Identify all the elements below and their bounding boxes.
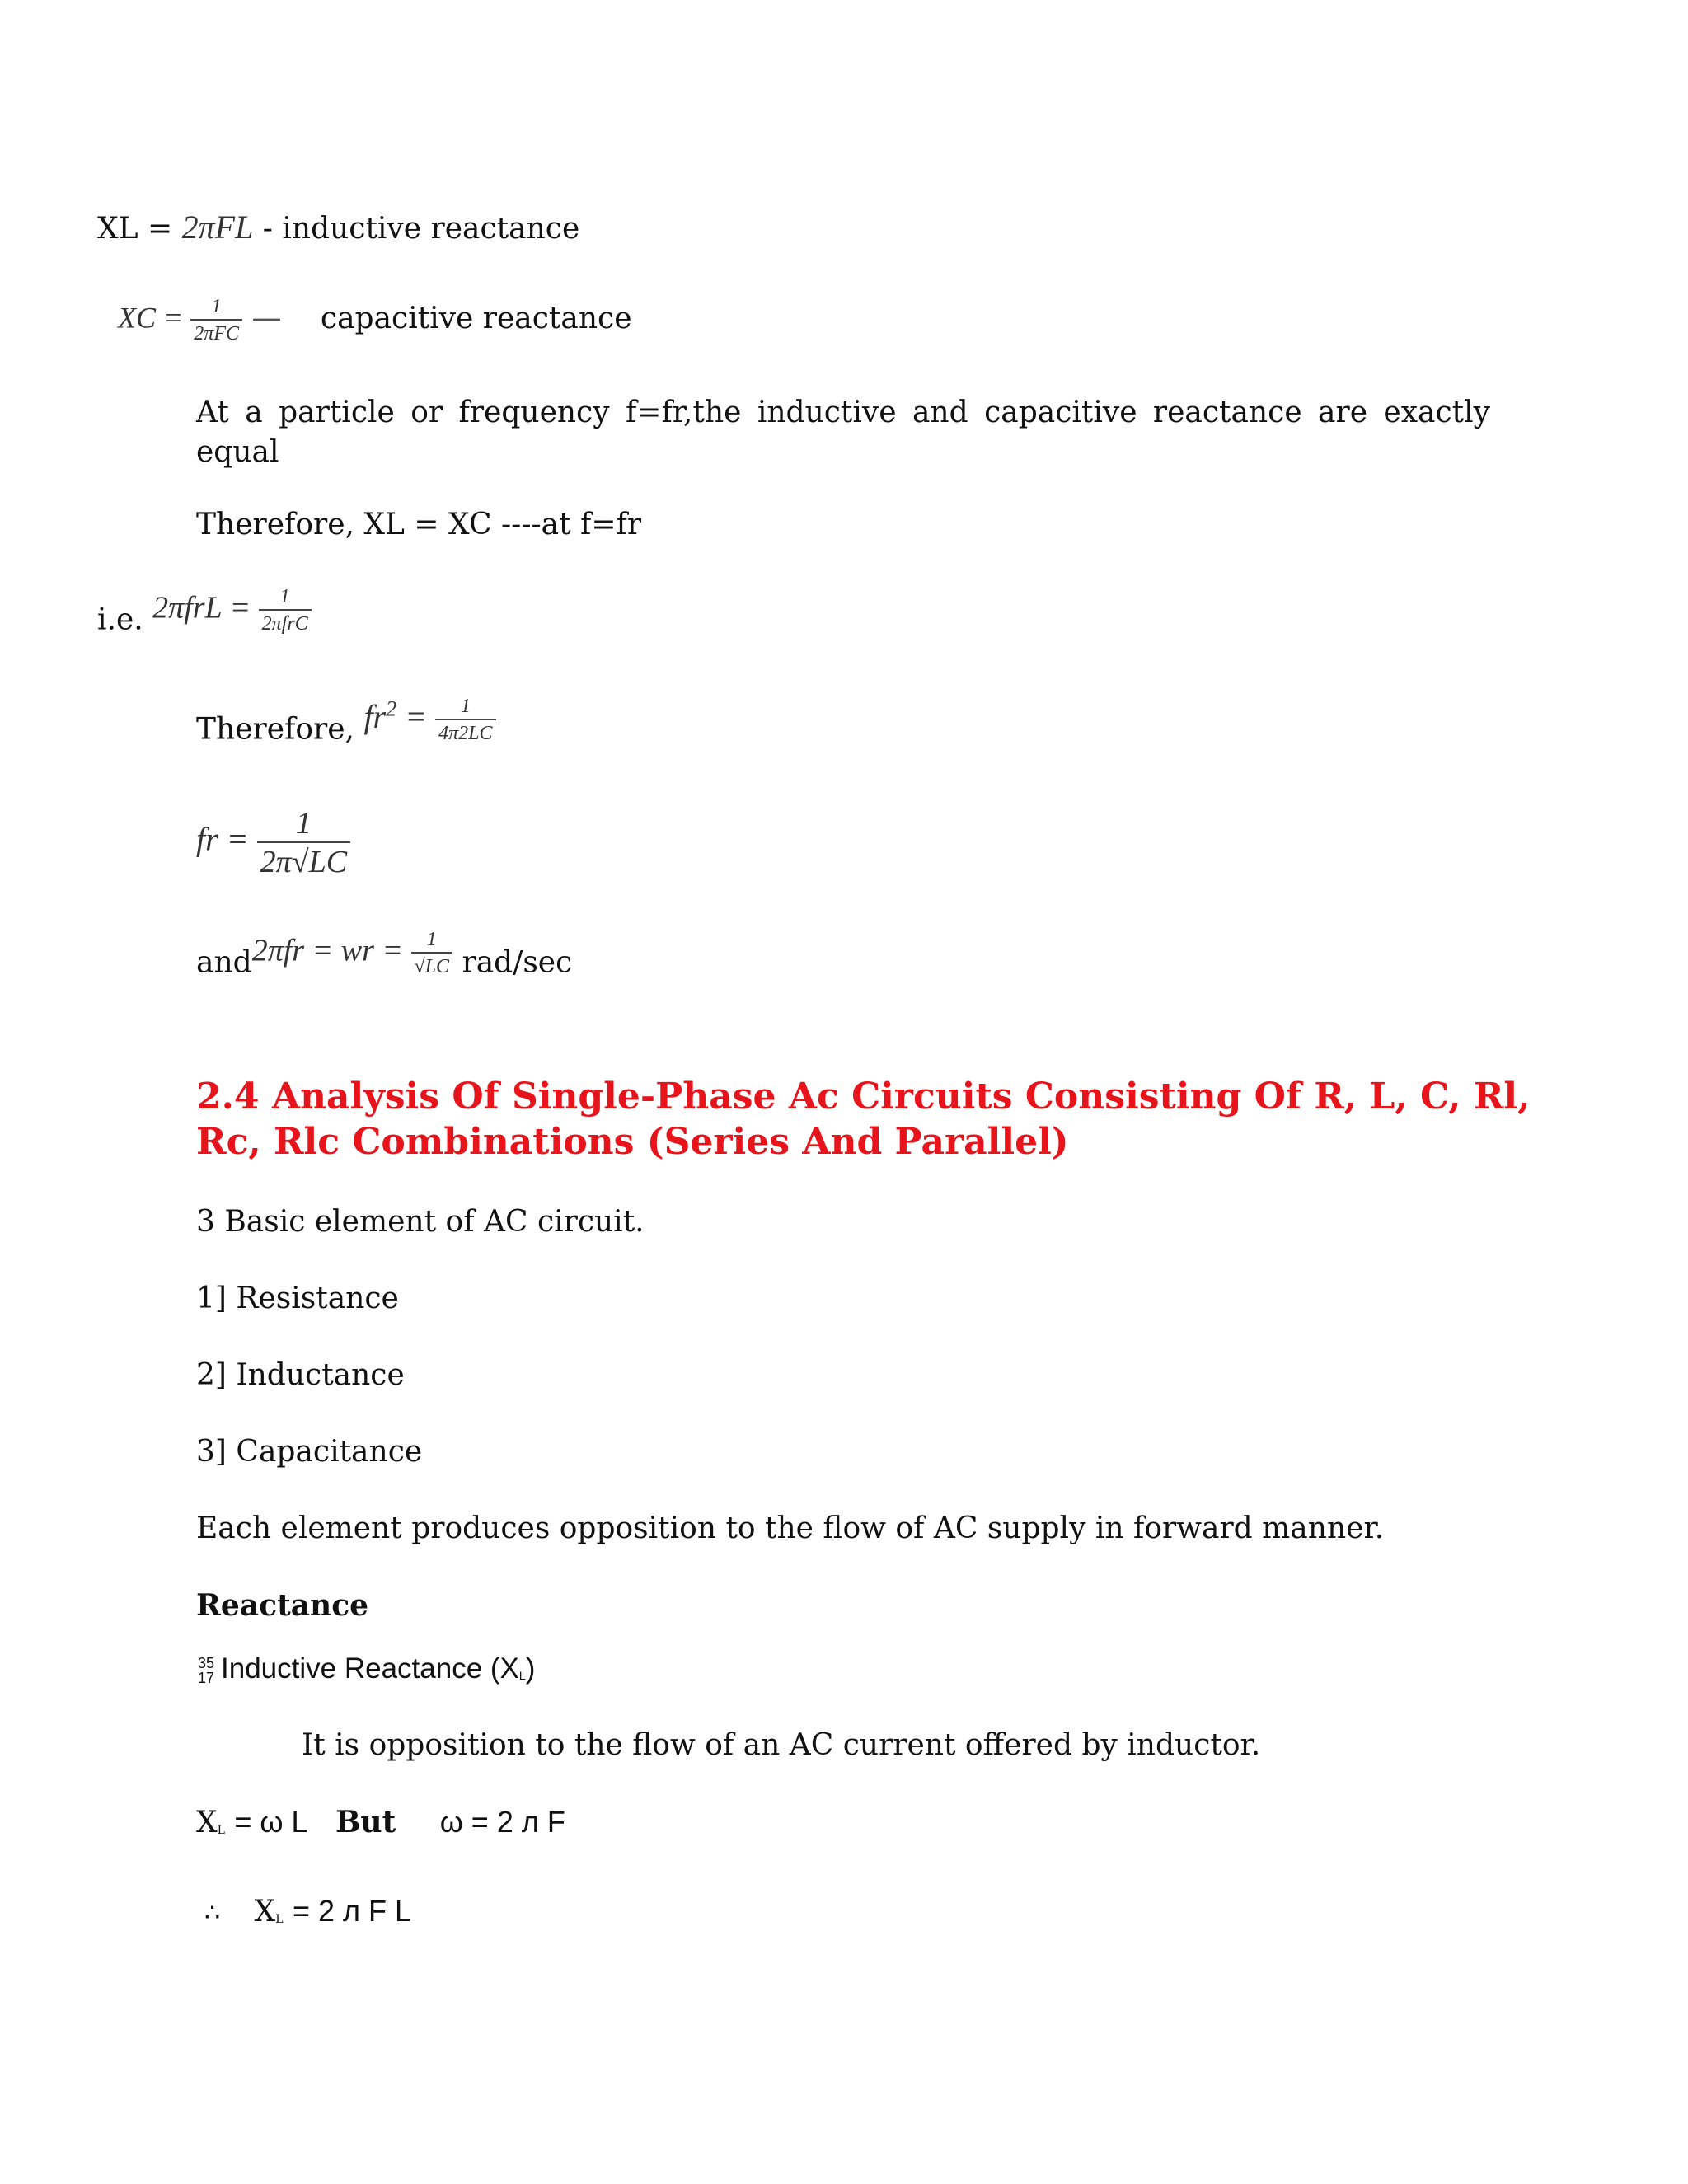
ie-numerator: 1 [279, 586, 290, 607]
fr-squared-lhs [363, 698, 435, 735]
xc-lhs: XC = [118, 301, 191, 335]
xc-formula-line [118, 297, 632, 344]
xc-dash: — [251, 301, 282, 335]
ie-prefix: i.e. [97, 602, 143, 637]
inductive-reactance-subscript: L [518, 1669, 526, 1682]
fr-squared-denominator: 4π2LC [435, 719, 495, 743]
wr-unit: rad/sec [452, 945, 573, 980]
wr-numerator: 1 [426, 929, 437, 950]
fr-squared-equals: = [396, 697, 436, 735]
fr-squared-exponent: 2 [386, 696, 397, 721]
xl-lhs: XL = [97, 212, 182, 246]
xl-final-x: X [254, 1895, 276, 1929]
fraction-symbol [198, 1656, 214, 1685]
xl-final-subscript: L [275, 1913, 284, 1926]
fr-squared-numerator: 1 [460, 696, 471, 717]
omega-formula: ω = 2 л F [439, 1805, 565, 1839]
inductive-reactance-line [198, 1652, 535, 1685]
xl-omega-line [196, 1805, 565, 1840]
ie-fraction [259, 587, 312, 634]
inductive-reactance-close: ) [525, 1652, 536, 1685]
xl-omega-eq: = ω L [234, 1805, 308, 1839]
section-heading: 2.4 Analysis Of Single-Phase Ac Circuits Consisting Of R, L, C, Rl, Rc, Rlc Combinations (Series And Parallel) [196, 1076, 1531, 1163]
therefore-prefix: Therefore, [196, 712, 354, 747]
xc-denominator: 2πFC [190, 319, 242, 344]
wr-fraction [411, 930, 453, 977]
therefore-symbol: ∴ [204, 1899, 221, 1928]
wr-formula-line [196, 930, 572, 980]
xl-omega-subscript: L [217, 1824, 225, 1837]
list-item-resistance: 1] Resistance [196, 1282, 399, 1315]
fr-squared-line [196, 696, 496, 747]
ie-equation-line [97, 587, 312, 637]
fr-squared-base: fr [363, 697, 387, 735]
fr-formula-line [196, 808, 350, 878]
list-item-capacitance: 3] Capacitance [196, 1435, 423, 1469]
wr-formula: 2πfr = wr = [251, 933, 411, 968]
fr-squared-fraction [435, 696, 495, 743]
reactance-heading: Reactance [196, 1588, 369, 1623]
xl-formula-line [97, 208, 579, 246]
inductive-reactance-description: It is opposition to the flow of an AC current offered by inductor. [302, 1728, 1261, 1762]
fraction-symbol-denominator: 17 [198, 1669, 215, 1686]
xl-omega-x: X [196, 1806, 218, 1840]
xl-final-line [204, 1894, 411, 1929]
xl-formula: 2πFL [181, 209, 254, 246]
ie-lhs: 2πfrL = [152, 590, 259, 626]
xl-description: - inductive reactance [253, 212, 580, 246]
list-item-inductance: 2] Inductance [196, 1358, 405, 1392]
fraction-symbol-numerator: 35 [198, 1654, 215, 1671]
fr-numerator: 1 [295, 806, 312, 841]
fr-denominator: 2π√LC [257, 841, 350, 878]
basic-elements-intro: 3 Basic element of AC circuit. [196, 1205, 645, 1239]
opposition-statement: Each element produces opposition to the flow of AC supply in forward manner. [196, 1511, 1385, 1545]
xc-description: capacitive reactance [320, 301, 632, 335]
inductive-reactance-label: Inductive Reactance (X [221, 1652, 519, 1685]
xl-final-eq: = 2 л F L [292, 1894, 412, 1928]
fr-fraction [257, 808, 350, 878]
xl-equals-xc-line: Therefore, XL = XC ----at f=fr [196, 508, 642, 541]
resonance-paragraph: At a particle or frequency f=fr,the inductive and capacitive reactance are exactly equal [196, 396, 1490, 469]
ie-denominator: 2πfrC [259, 609, 312, 634]
xc-numerator: 1 [211, 296, 222, 317]
xc-fraction [190, 297, 242, 344]
and-prefix: and [196, 945, 252, 980]
fr-lhs: fr = [196, 820, 257, 858]
but-label: But [335, 1805, 396, 1840]
wr-denominator: √LC [411, 952, 453, 977]
